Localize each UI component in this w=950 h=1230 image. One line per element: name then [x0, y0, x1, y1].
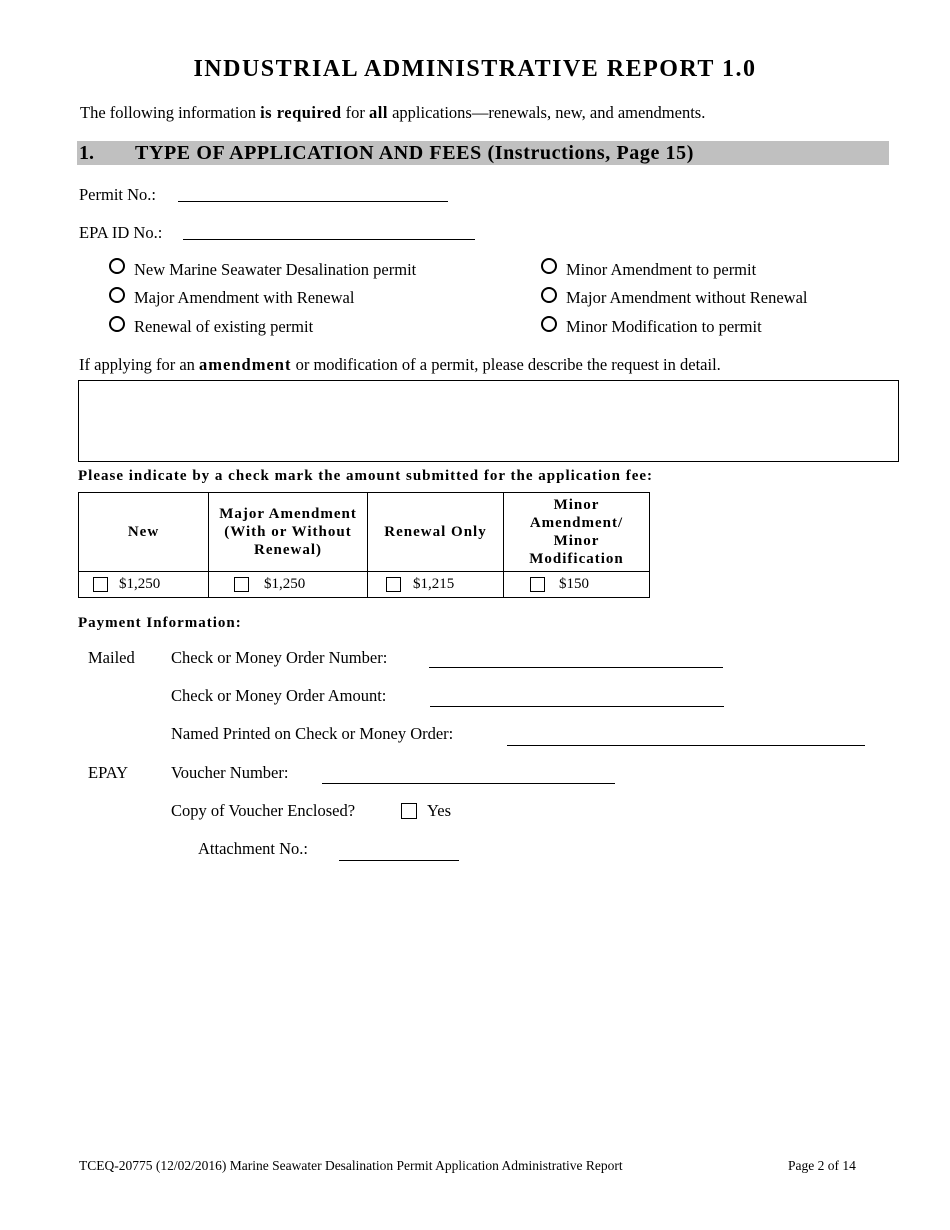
section-header — [77, 141, 889, 165]
mailed-label: Mailed — [88, 648, 135, 667]
attachment-label: Attachment No.: — [198, 839, 308, 858]
footer-form-id: TCEQ-20775 (12/02/2016) Marine Seawater Desalination Permit Application Administrative Report — [79, 1158, 623, 1173]
fee-cell-major-amendment — [209, 572, 368, 598]
fee-amount-new: $1,250 — [119, 576, 161, 592]
voucher-copy-label: Copy of Voucher Enclosed? — [171, 801, 356, 820]
fee-checkbox-minor[interactable] — [530, 577, 545, 592]
section-title: TYPE OF APPLICATION AND FEES (Instructions, Page 15) — [135, 142, 695, 164]
permit-number-label: Permit No.: — [79, 185, 156, 204]
fee-header-major-amendment: Major Amendment (With or Without Renewal) — [209, 493, 368, 572]
voucher-copy-checkbox[interactable] — [401, 803, 417, 819]
fee-amount-minor: $150 — [559, 576, 589, 592]
check-amount-label: Check or Money Order Amount: — [171, 686, 387, 705]
radio-label-major-amendment-without-renewal: Major Amendment without Renewal — [566, 288, 808, 307]
intro-text: The following information is required for all applications—renewals, new, and amendments. — [80, 103, 706, 122]
radio-label-minor-modification: Minor Modification to permit — [566, 317, 762, 336]
fee-header-new: New — [79, 493, 209, 572]
fee-prompt: Please indicate by a check mark the amount submitted for the application fee: — [78, 468, 654, 484]
permit-number-field[interactable] — [178, 201, 448, 202]
voucher-number-label: Voucher Number: — [171, 763, 289, 782]
page-title: INDUSTRIAL ADMINISTRATIVE REPORT 1.0 — [193, 56, 757, 82]
fee-cell-new — [79, 572, 209, 598]
payment-heading: Payment Information: — [78, 615, 242, 631]
radio-minor-amendment[interactable] — [541, 258, 557, 274]
check-name-label: Named Printed on Check or Money Order: — [171, 724, 454, 743]
radio-major-amendment-with-renewal[interactable] — [109, 287, 125, 303]
radio-minor-modification[interactable] — [541, 316, 557, 332]
check-number-label: Check or Money Order Number: — [171, 648, 388, 667]
radio-label-minor-amendment: Minor Amendment to permit — [566, 260, 757, 279]
amendment-prompt: If applying for an amendment or modification of a permit, please describe the request in detail. — [79, 355, 721, 374]
fee-header-renewal: Renewal Only — [368, 493, 504, 572]
check-name-field[interactable] — [507, 745, 865, 746]
voucher-number-field[interactable] — [322, 783, 615, 784]
fee-checkbox-major-amendment[interactable] — [234, 577, 249, 592]
fee-amount-renewal: $1,215 — [413, 576, 455, 592]
radio-new-permit[interactable] — [109, 258, 125, 274]
fee-table — [78, 492, 650, 598]
epa-id-field[interactable] — [183, 239, 475, 240]
fee-cell-minor — [504, 572, 650, 598]
fee-amount-major-amendment: $1,250 — [264, 576, 306, 592]
voucher-copy-yes-label: Yes — [427, 801, 452, 820]
radio-label-renewal-existing: Renewal of existing permit — [134, 317, 314, 336]
fee-cell-renewal — [368, 572, 504, 598]
amendment-description-box[interactable] — [78, 380, 899, 462]
radio-major-amendment-without-renewal[interactable] — [541, 287, 557, 303]
epay-label: EPAY — [88, 763, 129, 782]
attachment-field[interactable] — [339, 860, 459, 861]
fee-header-minor: Minor Amendment/ Minor Modification — [504, 493, 650, 572]
radio-renewal-existing[interactable] — [109, 316, 125, 332]
epa-id-label: EPA ID No.: — [79, 223, 163, 242]
section-number: 1. — [79, 142, 94, 164]
radio-label-new-permit: New Marine Seawater Desalination permit — [134, 260, 417, 279]
radio-label-major-amendment-with-renewal: Major Amendment with Renewal — [134, 288, 355, 307]
footer-page-number: Page 2 of 14 — [788, 1158, 856, 1173]
fee-checkbox-renewal[interactable] — [386, 577, 401, 592]
check-number-field[interactable] — [429, 667, 723, 668]
fee-checkbox-new[interactable] — [93, 577, 108, 592]
check-amount-field[interactable] — [430, 706, 724, 707]
